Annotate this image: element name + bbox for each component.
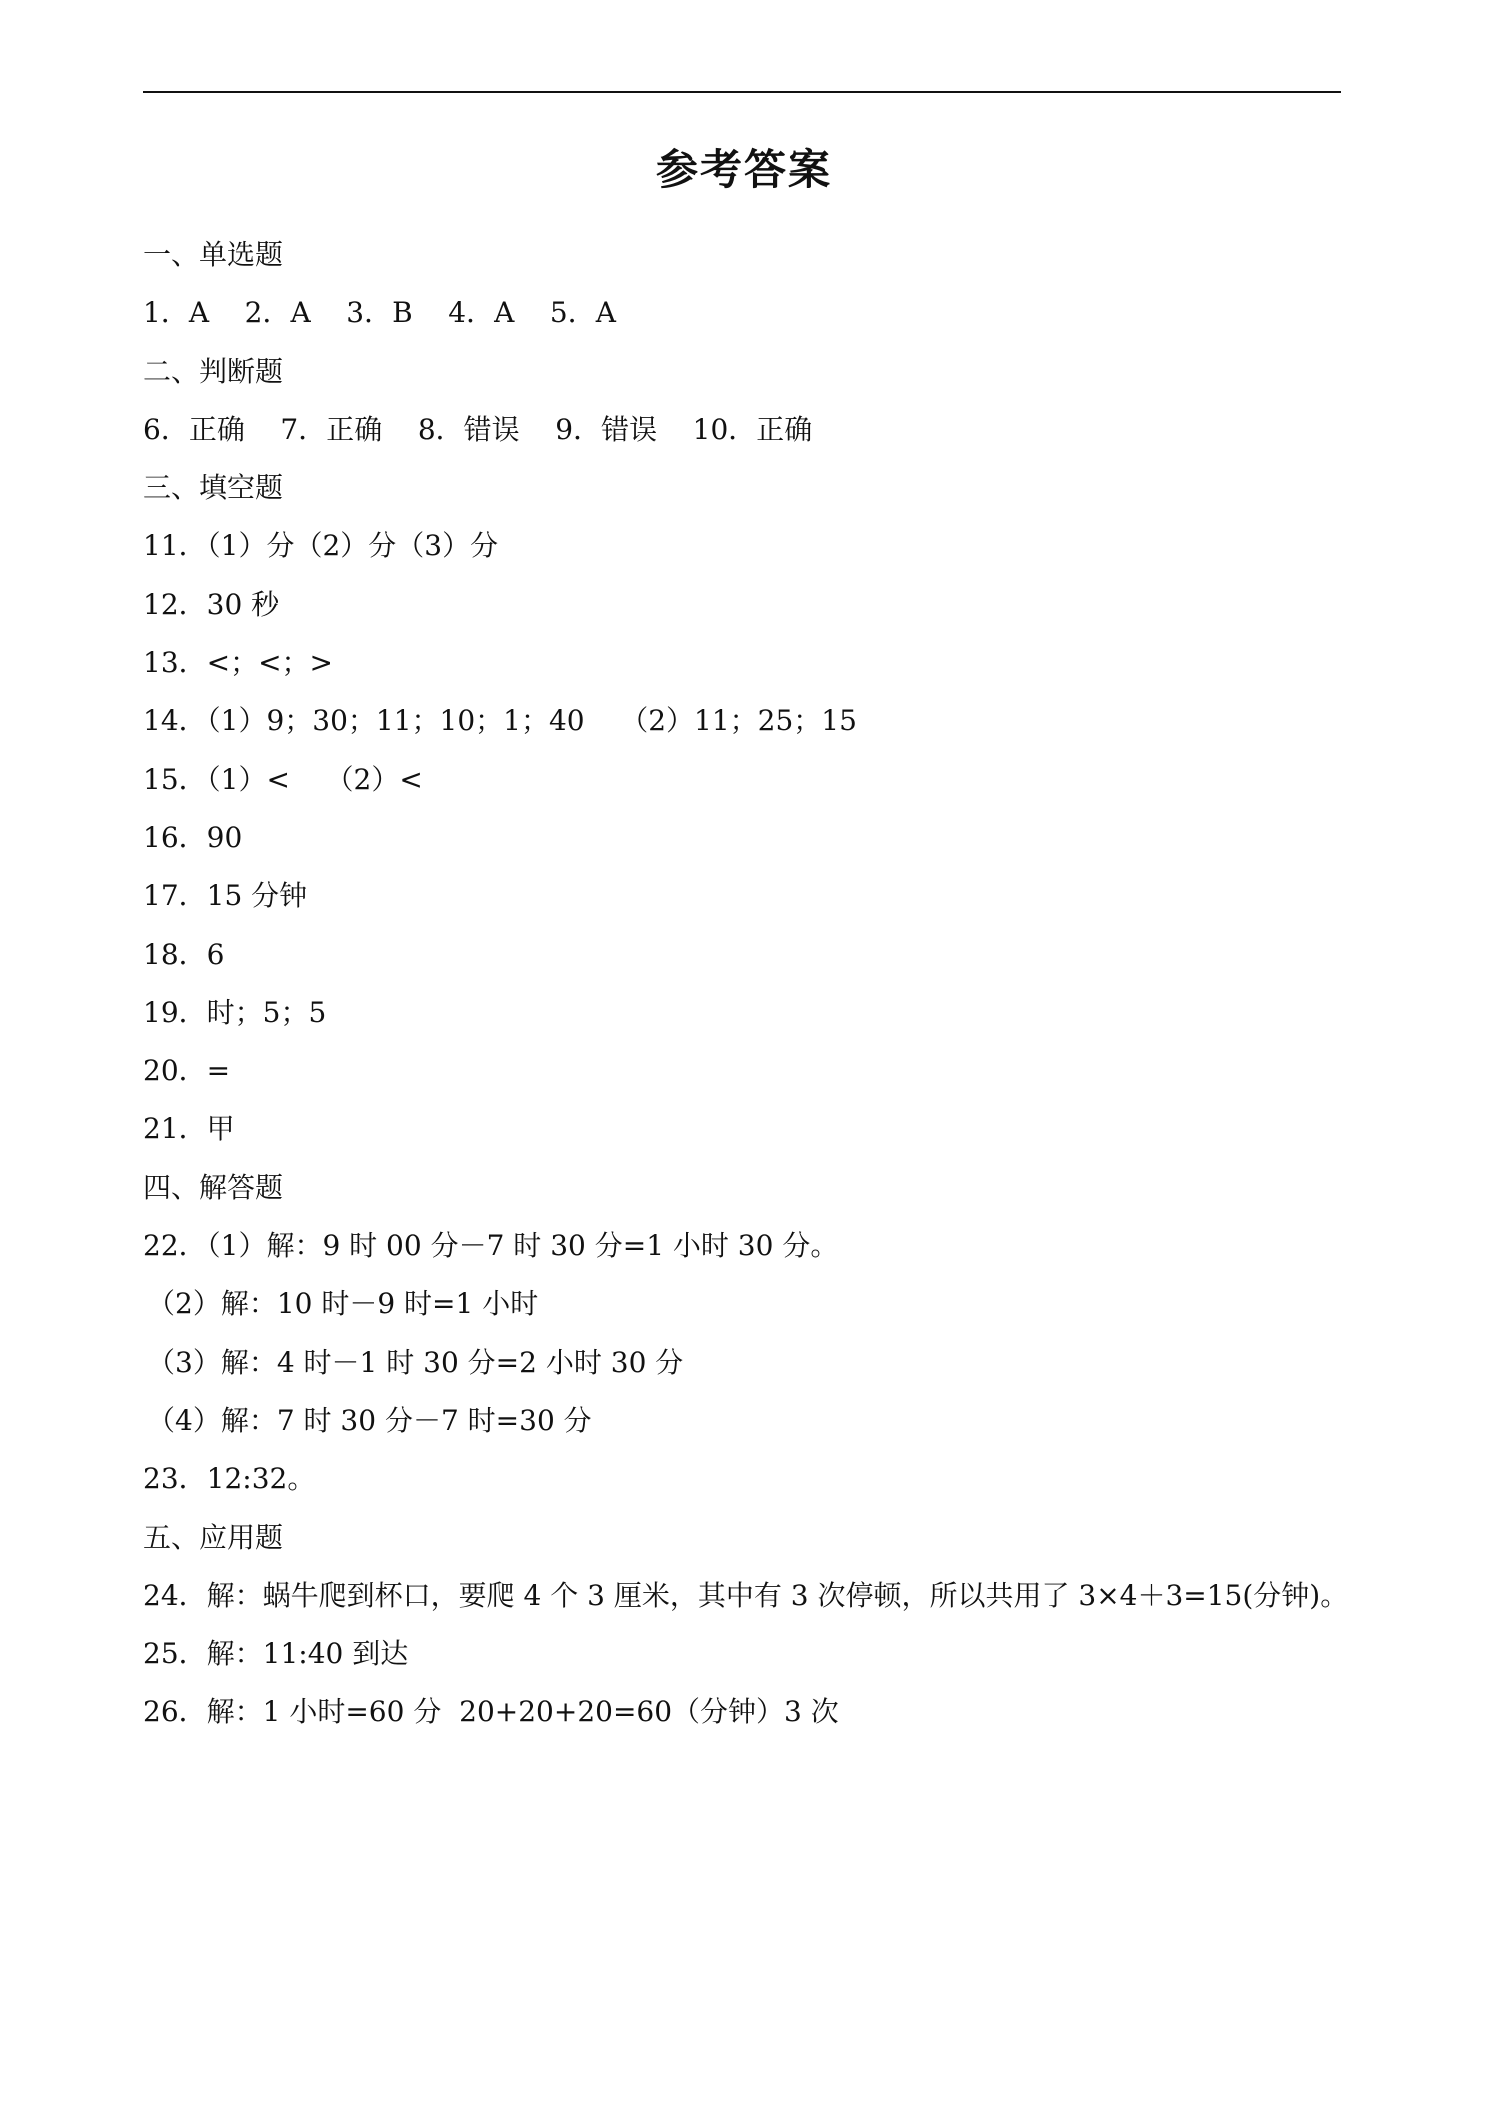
answer-list [143,226,1363,1742]
section-heading: 四、解答题 [143,1170,284,1204]
answer-line: 25．解：11:40 到达 [143,1637,409,1671]
answer-line: 21．甲 [143,1112,235,1146]
section-heading: 二、判断题 [143,354,284,388]
section-heading: 三、填空题 [143,471,284,505]
answer-line: 13．<；<；> [143,646,334,680]
section-heading: 一、单选题 [143,238,284,271]
answer-line: 24．解：蜗牛爬到杯口，要爬 4 个 3 厘米，其中有 3 次停顿，所以共用了 3×4＋3=15(分钟)。 [143,1578,1349,1612]
answer-line: 16．90 [143,820,243,854]
section-heading: 五、应用题 [143,1520,284,1554]
answer-line: 6．正确 7．正确 8．错误 9．错误 10．正确 [143,412,813,446]
answer-subline: （2）解：10 时－9 时=1 小时 [147,1287,539,1321]
answer-line: 22．（1）解：9 时 00 分－7 时 30 分=1 小时 30 分。 [143,1229,839,1263]
header-rule [143,91,1341,93]
answer-subline: （3）解：4 时－1 时 30 分=2 小时 30 分 [147,1345,684,1379]
answer-subline: （4）解：7 时 30 分－7 时=30 分 [147,1403,592,1437]
page-title: 参考答案 [655,145,832,194]
answer-line: 17．15 分钟 [143,879,308,913]
answer-line: 14．（1）9；30；11；10；1；40 （2）11；25；15 [143,704,857,738]
answer-line: 26．解：1 小时=60 分 20+20+20=60（分钟）3 次 [143,1695,839,1729]
answer-line: 23．12:32。 [143,1462,316,1496]
answer-line: 15．（1）< （2）< [143,762,423,796]
answer-line: 12．30 秒 [143,587,280,621]
answer-line: 11．（1）分（2）分（3）分 [143,529,499,563]
answer-line: 19．时；5；5 [143,995,327,1029]
answer-line: 1．A 2．A 3．B 4．A 5．A [143,296,616,330]
answer-line: 18．6 [143,937,225,971]
answer-line: 20．= [143,1054,231,1088]
